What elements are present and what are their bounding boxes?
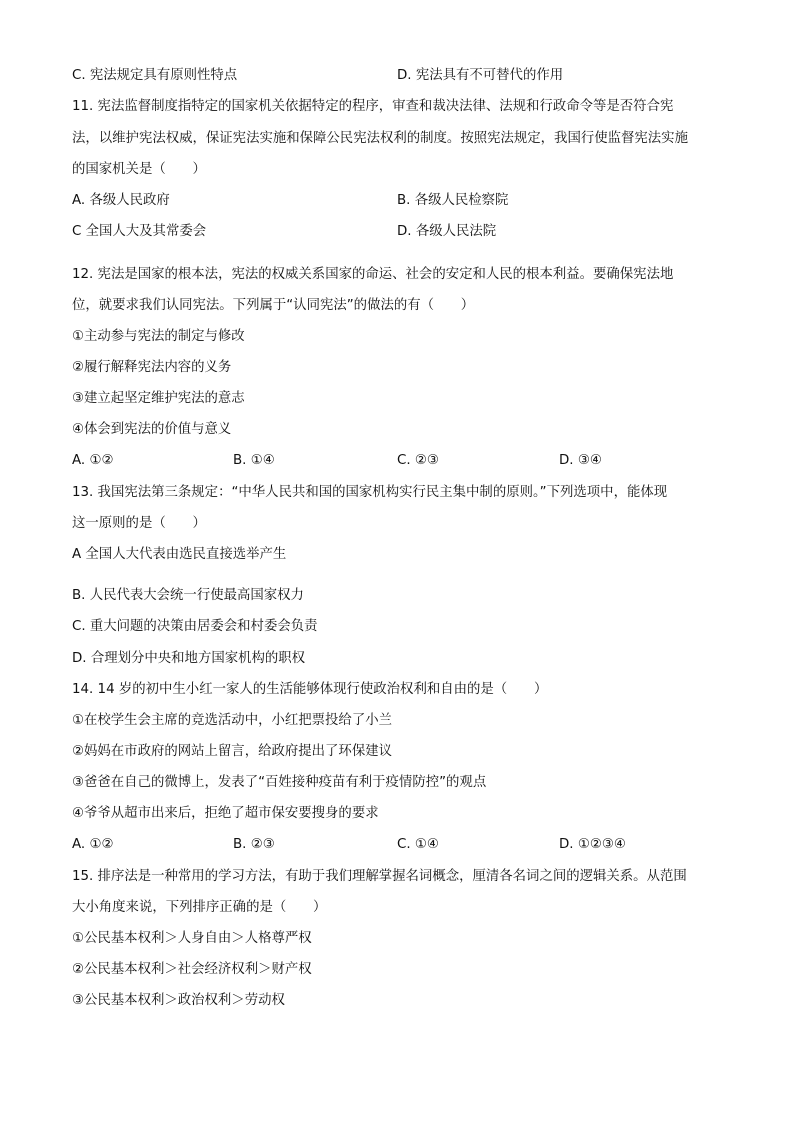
q14-statement-2: ②妈妈在市政府的网站上留言，给政府提出了环保建议 bbox=[72, 744, 392, 759]
q11-stem-line-1: 11. 宪法监督制度指特定的国家机关依据特定的程序，审查和裁决法律、法规和行政命令等是否符合宪 bbox=[72, 99, 674, 114]
q11-option-d: D. 各级人民法院 bbox=[397, 224, 497, 239]
q14-statement-1: ①在校学生会主席的竞选活动中，小红把票投给了小兰 bbox=[72, 713, 392, 728]
q13-stem-line-2: 这一原则的是（ ） bbox=[72, 516, 206, 531]
q12-stem-line-2: 位，就要求我们认同宪法。下列属于“认同宪法”的做法的有（ ） bbox=[72, 298, 475, 313]
q12-statement-4: ④体会到宪法的价值与意义 bbox=[72, 422, 232, 437]
q15-stem-line-1: 15. 排序法是一种常用的学习方法，有助于我们理解掌握名词概念，厘清各名词之间的逻辑关系。从范围 bbox=[72, 869, 687, 884]
q11-option-c: C 全国人大及其常委会 bbox=[72, 224, 207, 239]
prev-option-d: D. 宪法具有不可替代的作用 bbox=[397, 68, 564, 83]
q11-option-a: A. 各级人民政府 bbox=[72, 193, 170, 208]
q12-statement-2: ②履行解释宪法内容的义务 bbox=[72, 360, 232, 375]
q14-option-c: C. ①④ bbox=[397, 837, 439, 852]
q15-stem-line-2: 大小角度来说，下列排序正确的是（ ） bbox=[72, 900, 327, 915]
q13-option-d: D. 合理划分中央和地方国家机构的职权 bbox=[72, 651, 306, 666]
q14-option-b: B. ②③ bbox=[233, 837, 275, 852]
q14-option-d: D. ①②③④ bbox=[559, 837, 626, 852]
q12-option-c: C. ②③ bbox=[397, 453, 439, 468]
q11-stem-line-3: 的国家机关是（ ） bbox=[72, 162, 206, 177]
q14-statement-4: ④爷爷从超市出来后，拒绝了超市保安要搜身的要求 bbox=[72, 806, 379, 821]
q15-statement-3: ③公民基本权利＞政治权利＞劳动权 bbox=[72, 993, 285, 1008]
q14-statement-3: ③爸爸在自己的微博上，发表了“百姓接种疫苗有利于疫情防控”的观点 bbox=[72, 775, 487, 790]
q13-option-b: B. 人民代表大会统一行使最高国家权力 bbox=[72, 588, 304, 603]
q15-statement-2: ②公民基本权利＞社会经济权利＞财产权 bbox=[72, 962, 312, 977]
q12-stem-line-1: 12. 宪法是国家的根本法，宪法的权威关系国家的命运、社会的安定和人民的根本利益。要确保宪法地 bbox=[72, 267, 674, 282]
q14-option-a: A. ①② bbox=[72, 837, 114, 852]
q12-statement-3: ③建立起坚定维护宪法的意志 bbox=[72, 391, 245, 406]
q13-stem-line-1: 13. 我国宪法第三条规定：“中华人民共和国的国家机构实行民主集中制的原则。”下列选项中，能体现 bbox=[72, 485, 668, 500]
q13-option-a: A 全国人大代表由选民直接选举产生 bbox=[72, 547, 287, 562]
q13-option-c: C. 重大问题的决策由居委会和村委会负责 bbox=[72, 619, 318, 634]
q12-option-a: A. ①② bbox=[72, 453, 114, 468]
q11-option-b: B. 各级人民检察院 bbox=[397, 193, 509, 208]
q15-statement-1: ①公民基本权利＞人身自由＞人格尊严权 bbox=[72, 931, 312, 946]
q12-statement-1: ①主动参与宪法的制定与修改 bbox=[72, 329, 245, 344]
q11-stem-line-2: 法，以维护宪法权威，保证宪法实施和保障公民宪法权利的制度。按照宪法规定，我国行使监督宪法实施 bbox=[72, 131, 688, 146]
q12-option-b: B. ①④ bbox=[233, 453, 275, 468]
prev-option-c: C. 宪法规定具有原则性特点 bbox=[72, 68, 238, 83]
q14-stem-line-1: 14. 14 岁的初中生小红一家人的生活能够体现行使政治权利和自由的是（ ） bbox=[72, 682, 548, 697]
q12-option-d: D. ③④ bbox=[559, 453, 602, 468]
